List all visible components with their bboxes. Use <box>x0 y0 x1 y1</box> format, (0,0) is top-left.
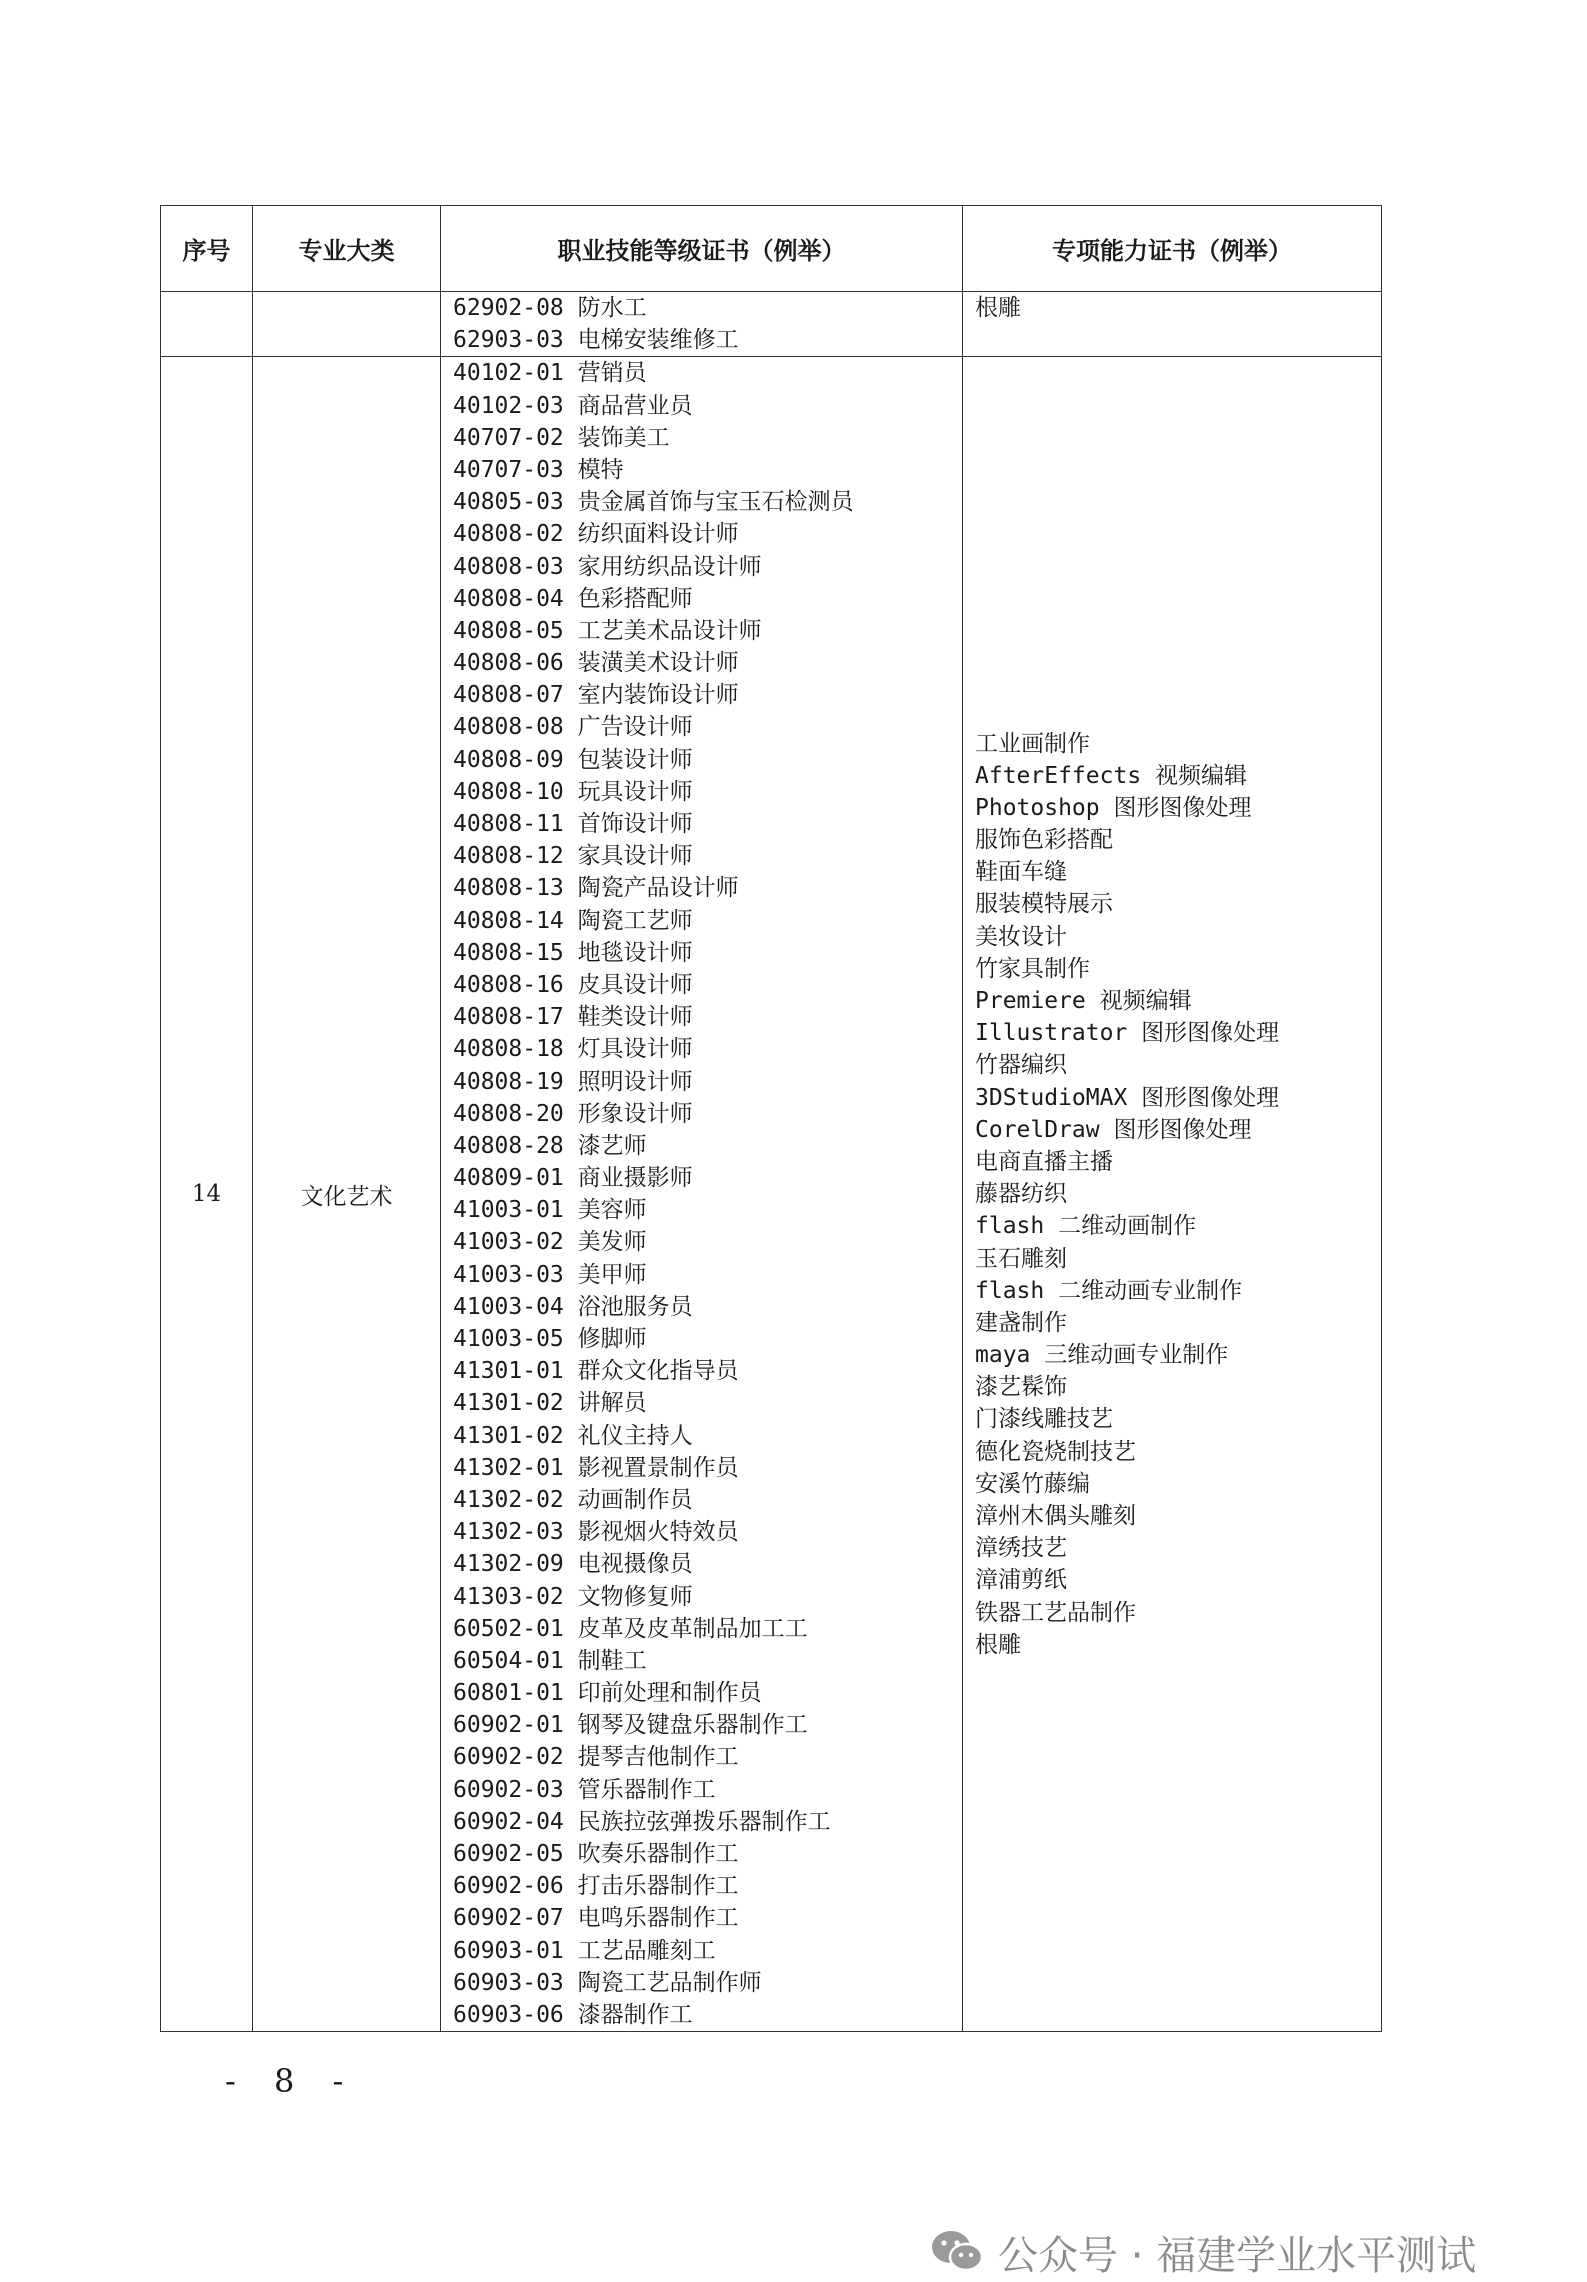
list-item: 40805-03 贵金属首饰与宝玉石检测员 <box>453 489 854 516</box>
table-row-continued <box>161 292 1382 357</box>
list-item: 服饰色彩搭配 <box>975 827 1113 854</box>
list-item: AfterEffects 视频编辑 <box>975 762 1248 789</box>
list-item: 41302-01 影视置景制作员 <box>453 1454 739 1481</box>
list-item: Premiere 视频编辑 <box>975 988 1192 1015</box>
table-row <box>161 357 1382 2032</box>
list-item: 竹家具制作 <box>975 955 1090 982</box>
certificate-table <box>160 205 1382 2032</box>
list-item: 60902-06 打击乐器制作工 <box>453 1873 739 1900</box>
list-item: 60902-07 电鸣乐器制作工 <box>453 1905 739 1932</box>
list-item: 60902-03 管乐器制作工 <box>453 1776 716 1803</box>
list-item: 40707-02 装饰美工 <box>453 424 670 451</box>
list-item: flash 二维动画专业制作 <box>975 1277 1243 1304</box>
list-item: 60902-01 钢琴及键盘乐器制作工 <box>453 1712 808 1739</box>
list-item: 40808-17 鞋类设计师 <box>453 1004 693 1031</box>
list-item: 漳绣技艺 <box>975 1535 1067 1562</box>
list-item: 40808-10 玩具设计师 <box>453 778 693 805</box>
list-item: 40808-06 装潢美术设计师 <box>453 650 739 677</box>
list-item: 60903-06 漆器制作工 <box>453 2001 693 2028</box>
list-item: 安溪竹藤编 <box>975 1470 1090 1497</box>
cell-category: 文化艺术 <box>253 357 441 2032</box>
cell-special-list <box>963 292 1382 357</box>
list-item: 美妆设计 <box>975 923 1067 950</box>
list-item: 40808-03 家用纺织品设计师 <box>453 553 762 580</box>
list-item: 玉石雕刻 <box>975 1245 1067 1272</box>
list-item: 60903-01 工艺品雕刻工 <box>453 1937 716 1964</box>
list-item: 40808-07 室内装饰设计师 <box>453 682 739 709</box>
list-item: 40808-19 照明设计师 <box>453 1068 693 1095</box>
list-item: 40707-03 模特 <box>453 456 624 483</box>
list-item: 41003-04 浴池服务员 <box>453 1293 693 1320</box>
list-item: 40808-02 纺织面料设计师 <box>453 521 739 548</box>
list-item: 40808-04 色彩搭配师 <box>453 585 693 612</box>
list-item: 40808-28 漆艺师 <box>453 1132 647 1159</box>
list-item: 40808-14 陶瓷工艺师 <box>453 907 693 934</box>
list-item: CorelDraw 图形图像处理 <box>975 1116 1252 1143</box>
list-item: 41003-03 美甲师 <box>453 1261 647 1288</box>
wechat-icon <box>930 2228 986 2276</box>
list-item: 漳浦剪纸 <box>975 1567 1067 1594</box>
list-item: 德化瓷烧制技艺 <box>975 1438 1136 1465</box>
list-item: 40809-01 商业摄影师 <box>453 1165 693 1192</box>
list-item: 40808-09 包装设计师 <box>453 746 693 773</box>
page-number: - 8 - <box>225 2062 358 2100</box>
list-item: 40808-18 灯具设计师 <box>453 1036 693 1063</box>
list-item: 电商直播主播 <box>975 1148 1113 1175</box>
list-item: 门漆线雕技艺 <box>975 1406 1113 1433</box>
list-item: 40808-12 家具设计师 <box>453 843 693 870</box>
list-item: 60902-05 吹奏乐器制作工 <box>453 1841 739 1867</box>
list-item: 41302-02 动画制作员 <box>453 1486 693 1513</box>
list-item: 40102-03 商品营业员 <box>453 392 693 419</box>
list-item: 41301-01 群众文化指导员 <box>453 1358 739 1385</box>
list-item: 竹器编织 <box>975 1052 1067 1079</box>
cell-no <box>161 292 253 357</box>
header-category: 专业大类 <box>253 206 441 292</box>
watermark <box>930 2222 1476 2282</box>
list-item: 41003-02 美发师 <box>453 1229 647 1256</box>
header-skill-certificates: 职业技能等级证书（例举） <box>441 206 963 292</box>
list-item: 62902-08 防水工 <box>453 295 647 321</box>
list-item: Photoshop 图形图像处理 <box>975 794 1252 821</box>
cell-skill-list <box>441 357 963 2032</box>
list-item: 41302-03 影视烟火特效员 <box>453 1519 739 1546</box>
cell-skill-list <box>441 292 963 357</box>
list-item: 60502-01 皮革及皮革制品加工工 <box>453 1615 808 1642</box>
list-item: 工业画制作 <box>975 730 1090 757</box>
list-item: 41303-02 文物修复师 <box>453 1583 693 1610</box>
list-item: 40808-08 广告设计师 <box>453 714 693 741</box>
list-item: 40808-05 工艺美术品设计师 <box>453 617 762 644</box>
list-item: 根雕 <box>975 1631 1021 1658</box>
list-item: 60902-04 民族拉弦弹拨乐器制作工 <box>453 1808 831 1835</box>
list-item: 建盏制作 <box>975 1309 1067 1336</box>
list-item: 40808-16 皮具设计师 <box>453 971 693 998</box>
list-item: maya 三维动画专业制作 <box>975 1342 1229 1369</box>
list-item: 60504-01 制鞋工 <box>453 1647 647 1674</box>
cell-special-list <box>963 357 1382 2032</box>
cell-no: 14 <box>161 357 253 2032</box>
header-special-certificates: 专项能力证书（例举） <box>963 206 1382 292</box>
list-item: 服装模特展示 <box>975 891 1113 918</box>
list-item: 41301-02 讲解员 <box>453 1390 647 1417</box>
list-item: 62903-03 电梯安装维修工 <box>453 327 739 354</box>
list-item: 41003-01 美容师 <box>453 1197 647 1224</box>
list-item: 鞋面车缝 <box>975 859 1067 886</box>
list-item: 3DStudioMAX 图形图像处理 <box>975 1084 1280 1111</box>
list-item: 40102-01 营销员 <box>453 360 647 387</box>
table-header-row <box>161 206 1382 292</box>
list-item: 60902-02 提琴吉他制作工 <box>453 1744 739 1771</box>
list-item: 40808-11 首饰设计师 <box>453 811 693 837</box>
header-no: 序号 <box>161 206 253 292</box>
list-item: 60903-03 陶瓷工艺品制作师 <box>453 1969 762 1996</box>
list-item: 60801-01 印前处理和制作员 <box>453 1680 762 1707</box>
list-item: 40808-15 地毯设计师 <box>453 939 693 966</box>
list-item: 41302-09 电视摄像员 <box>453 1551 693 1578</box>
list-item: 40808-20 形象设计师 <box>453 1100 693 1127</box>
list-item: flash 二维动画制作 <box>975 1213 1197 1240</box>
watermark-text: 公众号 · 福建学业水平测试 <box>998 2232 1477 2279</box>
list-item: 漳州木偶头雕刻 <box>975 1503 1136 1530</box>
list-item: 漆艺髹饰 <box>975 1374 1067 1401</box>
list-item: 41003-05 修脚师 <box>453 1326 647 1352</box>
list-item: 藤器纺织 <box>975 1181 1067 1208</box>
cell-category <box>253 292 441 357</box>
list-item: 根雕 <box>975 295 1021 321</box>
list-item: 41301-02 礼仪主持人 <box>453 1422 693 1449</box>
list-item: 铁器工艺品制作 <box>975 1599 1136 1626</box>
list-item: 40808-13 陶瓷产品设计师 <box>453 875 739 902</box>
list-item: Illustrator 图形图像处理 <box>975 1020 1280 1047</box>
